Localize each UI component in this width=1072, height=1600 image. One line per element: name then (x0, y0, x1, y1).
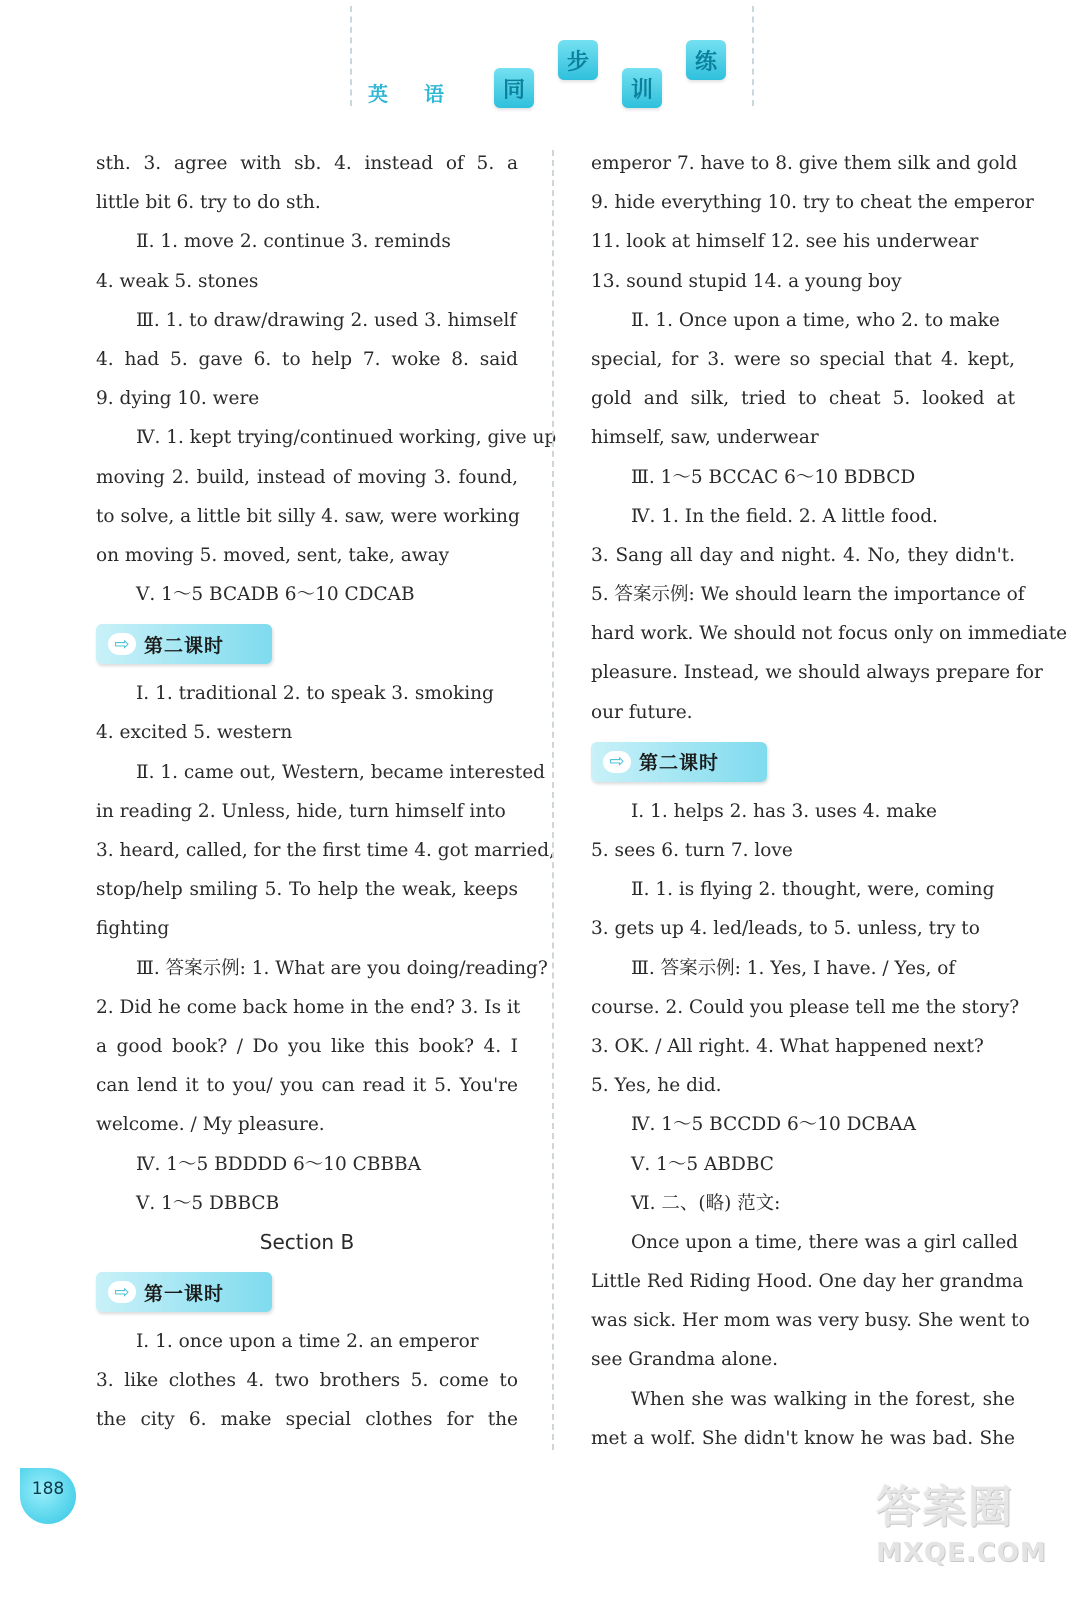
answer-line: a good book? / Do you like this book? 4. I (96, 1035, 518, 1057)
section-banner-box (96, 624, 272, 664)
answer-line: Ⅱ. 1. came out, Western, became interested (136, 761, 546, 783)
answer-line: 3. gets up 4. led/leads, to 5. unless, try to (591, 918, 980, 940)
header-subject-char: 英 (368, 82, 388, 106)
answer-line: moving 2. build, instead of moving 3. found, (96, 466, 518, 488)
arrow-right-icon: ⇨ (603, 751, 631, 773)
section-banner (96, 614, 518, 674)
answer-line: hard work. We should not focus only on immediate (591, 623, 1068, 645)
answer-line: When she was walking in the forest, she (631, 1388, 1015, 1410)
header-subject-char: 语 (424, 82, 444, 106)
header-title-char: 步 (558, 40, 598, 80)
answer-line: Ⅳ. 1～5 BDDDD 6～10 CBBBA (136, 1153, 421, 1175)
answer-line: 9. dying 10. were (96, 388, 260, 410)
header-title-char: 练 (686, 40, 726, 80)
section-banner-box (591, 742, 767, 782)
answer-line: Ⅴ. 1～5 BCADB 6～10 CDCAB (136, 584, 415, 606)
answer-line: stop/help smiling 5. To help the weak, keeps (96, 879, 518, 901)
header-title-char: 训 (622, 68, 662, 108)
answer-line: Ⅵ. 二、(略) 范文: (631, 1192, 781, 1214)
page-number: 188 (20, 1468, 76, 1524)
answer-line: 5. 答案示例: We should learn the importance of (591, 584, 1025, 606)
answer-line: can lend it to you/ you can read it 5. You're (96, 1075, 518, 1097)
answer-line: see Grandma alone. (591, 1349, 778, 1371)
answer-line: the city 6. make special clothes for the (96, 1409, 518, 1431)
arrow-right-icon: ⇨ (108, 633, 136, 655)
section-banner-title: 第二课时 (144, 634, 225, 657)
answer-line: 4. weak 5. stones (96, 270, 259, 292)
answer-line: Ⅱ. 1. is flying 2. thought, were, coming (631, 879, 995, 901)
answer-line: Ⅴ. 1～5 DBBCB (136, 1192, 280, 1214)
answer-line: Ⅰ. 1. helps 2. has 3. uses 4. make (631, 800, 937, 822)
section-banner-title: 第一课时 (144, 1282, 225, 1305)
answer-line: special, for 3. were so special that 4. kept, (591, 348, 1015, 370)
answer-line: Ⅳ. 1. In the field. 2. A little food. (631, 505, 938, 527)
answer-line: 3. Sang all day and night. 4. No, they didn't. (591, 544, 1015, 566)
answer-line: to solve, a little bit silly 4. saw, were working (96, 505, 520, 527)
answer-line: Ⅳ. 1. kept trying/continued working, give up (136, 427, 557, 449)
watermark-logo (876, 1480, 1046, 1580)
answer-line: himself, saw, underwear (591, 427, 819, 449)
answer-line: 3. like clothes 4. two brothers 5. come to (96, 1370, 518, 1392)
watermark-top: 答案圈 (876, 1482, 1014, 1533)
answer-line: 4. had 5. gave 6. to help 7. woke 8. said (96, 348, 518, 370)
answer-line: Ⅰ. 1. once upon a time 2. an emperor (136, 1331, 479, 1353)
answer-line: Ⅲ. 1～5 BCCAC 6～10 BDBCD (631, 466, 916, 488)
answer-column-right (591, 144, 1068, 1458)
answer-line: Ⅲ. 答案示例: 1. What are you doing/reading? (136, 957, 548, 979)
header-title-char: 同 (494, 68, 534, 108)
answer-line: Ⅳ. 1～5 BCCDD 6～10 DCBAA (631, 1114, 916, 1136)
answer-line: 3. OK. / All right. 4. What happened next? (591, 1035, 984, 1057)
answer-line: in reading 2. Unless, hide, turn himself into (96, 800, 506, 822)
answer-line: 2. Did he come back home in the end? 3. Is it (96, 996, 521, 1018)
answer-line: was sick. Her mom was very busy. She went to (591, 1310, 1030, 1332)
answer-line: pleasure. Instead, we should always prepare for (591, 662, 1043, 684)
answer-line: on moving 5. moved, sent, take, away (96, 544, 450, 566)
answer-line: 5. Yes, he did. (591, 1075, 722, 1097)
header-dash-left (350, 6, 352, 106)
section-banner-title: 第二课时 (639, 752, 720, 775)
answer-line: Once upon a time, there was a girl called (631, 1231, 1019, 1253)
answer-line: 13. sound stupid 14. a young boy (591, 270, 902, 292)
header-dash-right (752, 6, 754, 106)
answer-line: Ⅴ. 1～5 ABDBC (631, 1153, 774, 1175)
section-banner (591, 732, 1015, 792)
arrow-right-icon: ⇨ (108, 1281, 136, 1303)
answer-line: 11. look at himself 12. see his underwear (591, 231, 979, 253)
answer-line: 9. hide everything 10. try to cheat the emperor (591, 192, 1034, 214)
answer-line: emperor 7. have to 8. give them silk and gold (591, 153, 1018, 174)
column-divider (552, 150, 554, 1450)
answer-line: gold and silk, tried to cheat 5. looked at (591, 388, 1015, 410)
page-header (0, 0, 1072, 120)
answer-line: Little Red Riding Hood. One day her grandma (591, 1271, 1024, 1293)
answer-line: 4. excited 5. western (96, 722, 293, 744)
answer-line: met a wolf. She didn't know he was bad. She (591, 1427, 1015, 1449)
answer-line: sth. 3. agree with sb. 4. instead of 5. a (96, 153, 518, 174)
answer-line: Ⅲ. 答案示例: 1. Yes, I have. / Yes, of (631, 957, 956, 979)
answer-line: Ⅰ. 1. traditional 2. to speak 3. smoking (136, 683, 494, 705)
answer-line: Section B (259, 1229, 355, 1254)
answer-line: Ⅱ. 1. Once upon a time, who 2. to make (631, 309, 1000, 331)
answer-line: fighting (96, 918, 170, 940)
answer-line: welcome. / My pleasure. (96, 1114, 325, 1136)
answer-line: 5. sees 6. turn 7. love (591, 840, 793, 861)
section-banner-box (96, 1272, 272, 1312)
section-banner (96, 1262, 518, 1322)
answer-line: little bit 6. try to do sth. (96, 192, 321, 214)
answer-line: course. 2. Could you please tell me the story? (591, 996, 1020, 1018)
answer-line: our future. (591, 701, 693, 723)
answer-line: Ⅲ. 1. to draw/drawing 2. used 3. himself (136, 309, 517, 331)
answer-line: Ⅱ. 1. move 2. continue 3. reminds (136, 231, 451, 253)
answer-column-left (96, 144, 557, 1440)
watermark-bottom: MXQE.COM (876, 1538, 1047, 1568)
answer-line: 3. heard, called, for the first time 4. got married, (96, 840, 555, 861)
